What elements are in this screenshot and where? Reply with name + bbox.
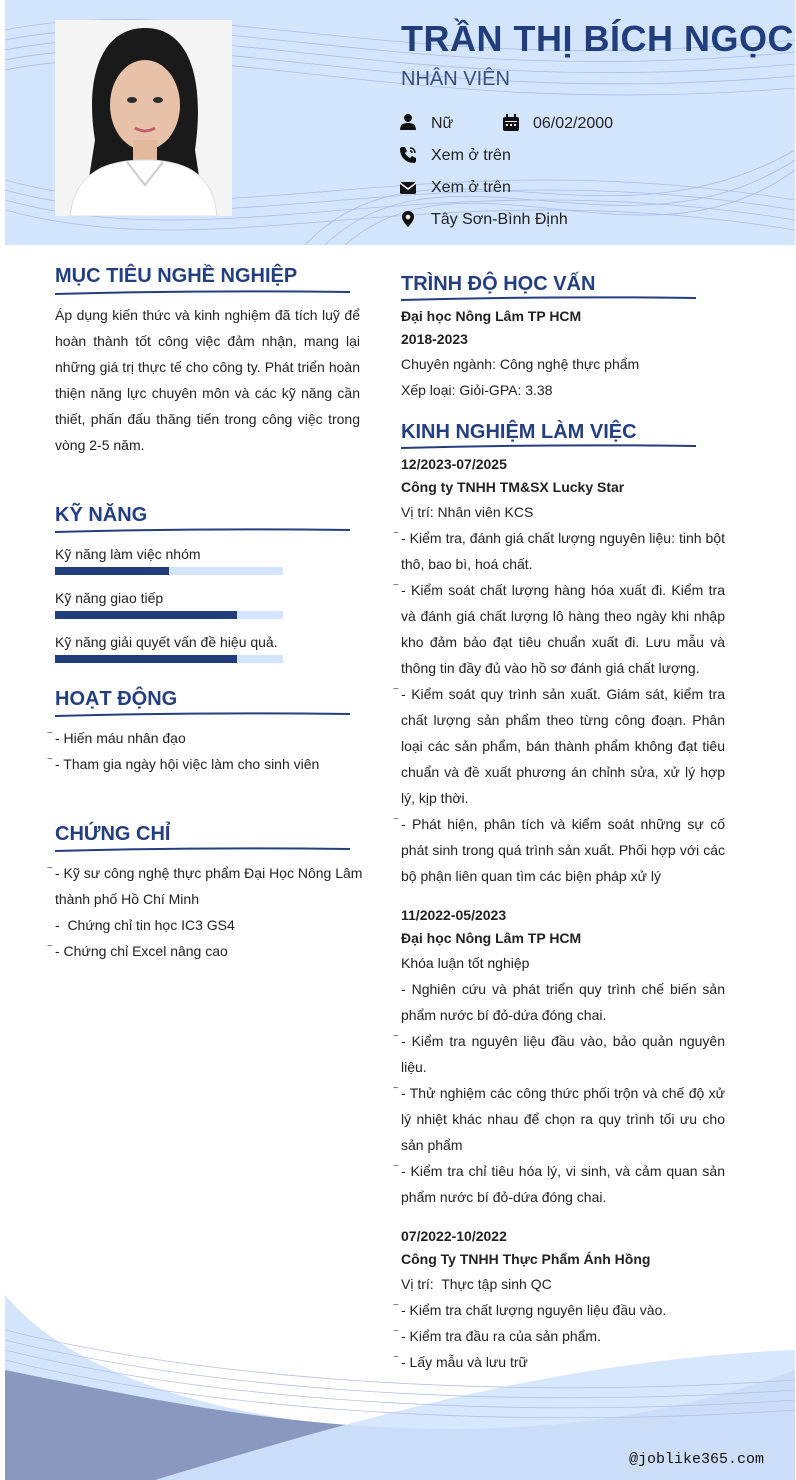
bullet-mark: ~ xyxy=(393,814,399,825)
job-duty: - Kiểm tra chất lượng nguyên liệu đầu vào. xyxy=(401,1302,667,1318)
experience-title: KINH NGHIỆM LÀM VIỆC xyxy=(401,421,637,443)
job-period: 07/2022-10/2022 xyxy=(401,1228,507,1244)
certificate-item: - Kỹ sư công nghệ thực phẩm Đại Học Nông Lâm xyxy=(55,865,363,881)
bullet-mark: ~ xyxy=(47,754,53,765)
skills-title-underline xyxy=(55,527,350,535)
job-duty: - Phát hiện, phân tích và kiểm soát những sự cố phát sinh trong quá trình sản xuất. Phối hợp với các bộ phận liên quan tìm các biện pháp xử lý xyxy=(401,816,725,884)
certificate-item: thành phố Hồ Chí Minh xyxy=(55,891,199,907)
job-duty: - Kiểm tra, đánh giá chất lượng nguyên liệu: tinh bột thô, bao bì, hoá chất. xyxy=(401,530,725,572)
job-duty: - Lấy mẫu và lưu trữ xyxy=(401,1354,528,1370)
certificate-item: - Chứng chỉ Excel nâng cao xyxy=(55,943,228,959)
bullet-mark: ~ xyxy=(393,1083,399,1094)
bullet-mark: ~ xyxy=(393,580,399,591)
job-company: Đại học Nông Lâm TP HCM xyxy=(401,930,582,946)
certificates-title: CHỨNG CHỈ xyxy=(55,823,171,845)
bullet-mark: ~ xyxy=(47,941,53,952)
skill-label: Kỹ năng giải quyết vấn đề hiệu quả. xyxy=(55,634,278,650)
skill-bar xyxy=(55,567,283,575)
objective-title-underline xyxy=(55,289,350,297)
calendar-icon xyxy=(502,114,520,132)
job-company: Công Ty TNHH Thực Phẩm Ánh Hồng xyxy=(401,1251,651,1267)
job-company: Công ty TNHH TM&SX Lucky Star xyxy=(401,479,625,495)
activities-title-underline xyxy=(55,711,350,719)
bullet-mark: ~ xyxy=(393,1161,399,1172)
experience-title-underline xyxy=(401,443,696,451)
bullet-mark: ~ xyxy=(47,728,53,739)
skill-label: Kỹ năng làm việc nhóm xyxy=(55,546,201,562)
dob-value: 06/02/2000 xyxy=(533,115,614,132)
education-title: TRÌNH ĐỘ HỌC VẤN xyxy=(401,273,596,295)
job-role: Khóa luận tốt nghiệp xyxy=(401,955,530,971)
job-duty: - Kiểm tra chỉ tiêu hóa lý, vi sinh, và cảm quan sản phẩm nước bí đỏ-dứa đóng chai. xyxy=(401,1163,725,1205)
objective-text: Áp dụng kiến thức và kinh nghiệm đã tích luỹ để hoàn thành tốt công việc đảm nhận, mang lại những giá trị thực tế cho công ty. Phát triển hoàn thiện năng lực chuyên môn và các kỹ năng cần thiết, phấn đấu thăng tiến trong công việc trong vòng 2-5 năm. xyxy=(55,307,360,453)
objective-title: MỤC TIÊU NGHỀ NGHIỆP xyxy=(55,265,298,287)
email-value: Xem ở trên xyxy=(431,179,511,196)
job-role: Vị trí: Nhân viên KCS xyxy=(401,504,534,520)
candidate-position: NHÂN VIÊN xyxy=(401,68,510,90)
bullet-mark: ~ xyxy=(393,1300,399,1311)
job-duty: - Thử nghiệm các công thức phối trộn và chế độ xử lý nhiệt khác nhau để chọn ra quy trình tối ưu cho sản phẩm xyxy=(401,1085,725,1153)
job-duty: - Kiểm soát quy trình sản xuất. Giám sát, kiểm tra chất lượng sản phẩm theo từng công đoạn. Phân loại các sản phẩm, bán thành phẩm không đạt tiêu chuẩn và đề xuất phương án chỉnh sửa, xử lý hợp lý, kịp thời. xyxy=(401,686,725,806)
job-period: 11/2022-05/2023 xyxy=(401,907,507,923)
bullet-mark: ~ xyxy=(393,1326,399,1337)
education-major: Chuyên ngành: Công nghệ thực phẩm xyxy=(401,356,640,372)
job-period: 12/2023-07/2025 xyxy=(401,456,507,472)
gender-value: Nữ xyxy=(431,115,454,132)
skill-bar xyxy=(55,655,283,663)
activities-title: HOẠT ĐỘNG xyxy=(55,688,178,710)
education-school: Đại học Nông Lâm TP HCM xyxy=(401,308,582,324)
location-icon xyxy=(399,210,417,228)
skill-bar-fill xyxy=(55,655,237,663)
skill-bar-fill xyxy=(55,611,237,619)
certificates-title-underline xyxy=(55,846,350,854)
education-grade: Xếp loại: Giỏi-GPA: 3.38 xyxy=(401,382,553,398)
skills-title: KỸ NĂNG xyxy=(55,504,148,526)
bullet-mark: ~ xyxy=(393,1352,399,1363)
certificate-item: - Chứng chỉ tin học IC3 GS4 xyxy=(55,917,235,933)
education-title-underline xyxy=(401,295,696,303)
education-years: 2018-2023 xyxy=(401,331,468,347)
mail-icon xyxy=(399,179,417,197)
bullet-mark: ~ xyxy=(393,528,399,539)
candidate-name: TRẦN THỊ BÍCH NGỌC xyxy=(401,18,794,59)
activity-item: - Tham gia ngày hội việc làm cho sinh viên xyxy=(55,756,320,772)
watermark-text: @joblike365.com xyxy=(628,1451,764,1468)
bullet-mark: ~ xyxy=(47,863,53,874)
phone-icon xyxy=(399,146,417,164)
skill-bar xyxy=(55,611,283,619)
job-duty: - Nghiên cứu và phát triển quy trình chế biến sản phẩm nước bí đỏ-dứa đóng chai. xyxy=(401,981,725,1023)
bullet-mark: ~ xyxy=(393,684,399,695)
phone-value: Xem ở trên xyxy=(431,147,511,164)
activity-item: - Hiến máu nhân đạo xyxy=(55,730,186,746)
bullet-mark: ~ xyxy=(393,1031,399,1042)
address-value: Tây Sơn-Bình Định xyxy=(431,211,568,228)
avatar xyxy=(55,20,232,216)
skill-bar-fill xyxy=(55,567,169,575)
user-icon xyxy=(399,113,417,131)
job-duty: - Kiểm tra đầu ra của sản phẩm. xyxy=(401,1328,601,1344)
job-duty: - Kiểm soát chất lượng hàng hóa xuất đi. Kiểm tra và đánh giá chất lượng lô hàng theo ngày khi nhập kho đảm bảo đạt tiêu chuẩn xuất đi. Lưu mẫu và thông tin đầy đủ vào hồ sơ đánh giá chất lượng. xyxy=(401,582,725,676)
job-role: Vị trí: Thực tập sinh QC xyxy=(401,1276,552,1292)
skill-label: Kỹ năng giao tiếp xyxy=(55,590,164,606)
job-duty: - Kiểm tra nguyên liệu đầu vào, bảo quản nguyên liệu. xyxy=(401,1033,725,1075)
